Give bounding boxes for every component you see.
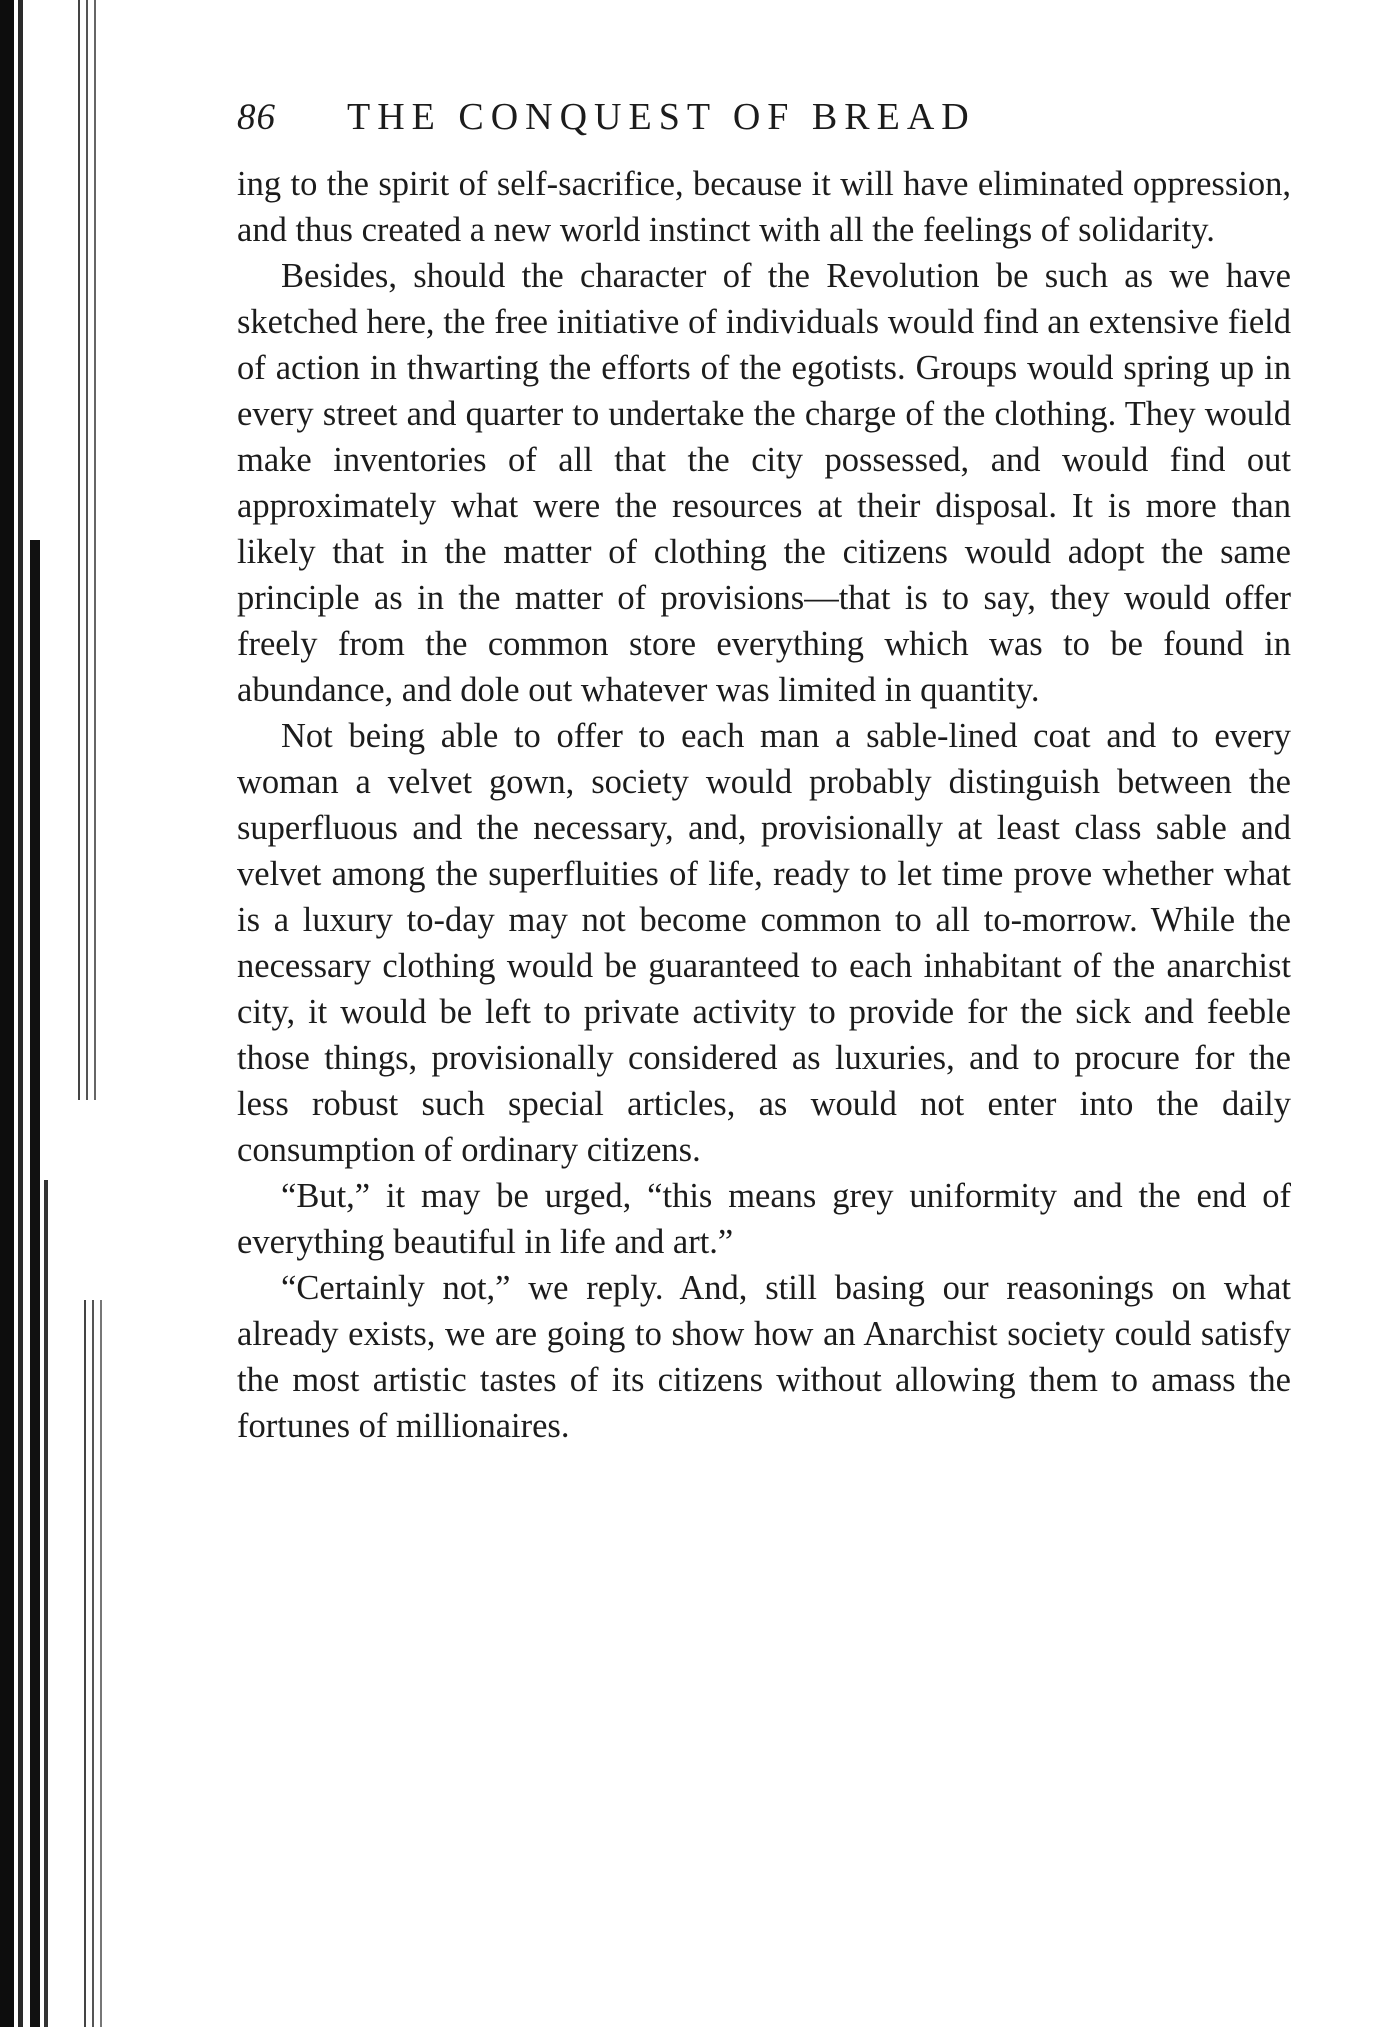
- book-page: [237, 95, 1291, 1449]
- paragraph: “But,” it may be urged, “this means grey uniformity and the end of everything beautiful in life and art.”: [237, 1177, 1291, 1261]
- running-head: [237, 95, 1291, 155]
- binding-edge: [18, 0, 23, 2027]
- binding-edge: [44, 1180, 48, 2027]
- binding-shadow: [0, 0, 120, 2027]
- book-title: THE CONQUEST OF BREAD: [347, 96, 976, 138]
- paragraph: Not being able to offer to each man a sable-lined coat and to every woman a velvet gown, society would probably distinguish between the superfluous and the necessary, and, provisionally at least class sable and velvet among the superfluities of life, ready to let time prove whether what is a luxury to-day may not become common to all to-morrow. While the necessary clothing would be guaranteed to each inhabitant of the anarchist city, it would be left to private activity to provide for the sick and feeble those things, provisionally considered as luxuries, and to procure for the less robust such special articles, as would not enter into the daily consumption of ordinary citizens.: [237, 717, 1291, 1169]
- paragraph: “Certainly not,” we reply. And, still basing our reasonings on what already exists, we are going to show how an Anarchist society could satisfy the most artistic tastes of its citizens without allowing them to amass the fortunes of millionaires.: [237, 1269, 1291, 1445]
- paragraph-continued: ing to the spirit of self-sacrifice, because it will have eliminated oppression, and thus created a new world instinct with all the feelings of solidarity.: [237, 165, 1291, 249]
- binding-edge: [30, 540, 40, 2027]
- binding-line: [86, 0, 88, 1100]
- paragraph: Besides, should the character of the Revolution be such as we have sketched here, the free initiative of individuals would find an extensive field of action in thwarting the efforts of the egotists. Groups would spring up in every street and quarter to undertake the charge of the clothing. They would make inventories of all that the city possessed, and would find out approximately what were the resources at their disposal. It is more than likely that in the matter of clothing the citizens would adopt the same principle as in the matter of provisions—that is to say, they would offer freely from the common store everything which was to be found in abundance, and dole out whatever was limited in quantity.: [237, 257, 1291, 709]
- binding-edge: [0, 0, 14, 2027]
- page-number: 86: [237, 97, 276, 138]
- body-text: [237, 161, 1291, 1449]
- binding-line: [78, 0, 80, 1100]
- binding-line: [94, 0, 96, 1100]
- binding-line: [100, 1300, 102, 2027]
- binding-line: [84, 1300, 86, 2027]
- binding-line: [92, 1300, 94, 2027]
